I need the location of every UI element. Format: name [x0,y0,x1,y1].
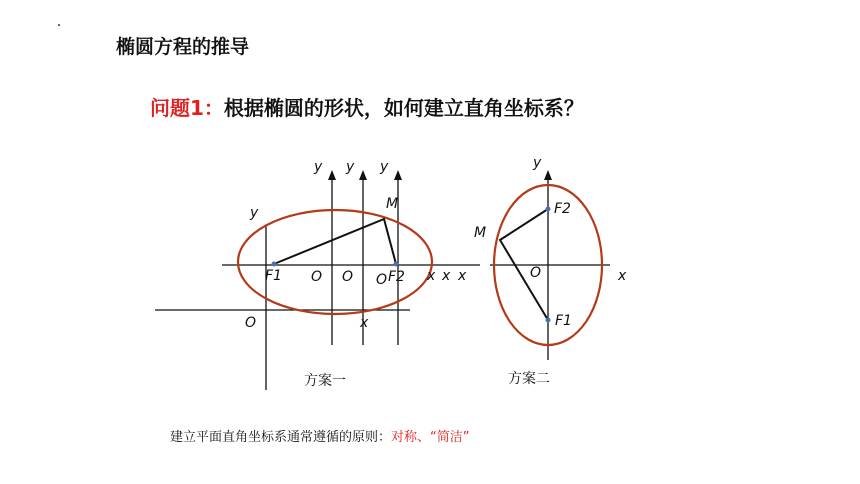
scheme1-f1-point [272,262,277,267]
scheme1-x-label-low: x [360,315,369,331]
question-text: 根据椭圆的形状，如何建立直角坐标系？ [223,96,584,120]
scheme2-m-label: M [474,225,487,241]
scheme1-o-label-b: O [342,269,354,285]
scheme1-y-label-a: y [314,159,323,175]
scheme1-y-label-left: y [250,205,259,221]
scheme1-o-label-a: O [311,269,323,285]
scheme1-x-label-b: x [442,268,451,284]
scheme2-o-label: O [530,265,542,281]
scheme2-f2-label: F2 [554,201,571,217]
scheme1-f2-point [394,262,399,267]
scheme2-arrowhead [544,170,552,180]
scheme1-arrowheads [328,170,402,180]
scheme2-f1-label: F1 [555,313,572,329]
scheme2-y-label: y [533,155,542,171]
scheme1-ellipse [238,210,432,314]
scheme1-y-label-b: y [346,159,355,175]
scheme1-o-label-low: O [245,315,257,331]
scheme2-axes [490,178,610,360]
scheme1-triangle [274,219,396,264]
principle-text: 建立平面直角坐标系通常遵循的原则： [170,430,392,445]
slide-title: 椭圆方程的推导 [116,36,250,58]
scheme1-x-label-c: x [458,268,467,284]
scheme1-o-label-c: O [376,272,388,288]
scheme2-x-label: x [618,268,627,284]
scheme1-y-label-c: y [380,159,389,175]
principle-highlight: 对称、“简洁” [391,430,470,445]
scheme1-m-label: M [386,196,399,212]
scheme1-x-label-a: x [427,268,436,284]
question-label: 问题1： [150,96,224,120]
scheme1-f2-label: F2 [388,269,405,285]
scheme1-f1-label: F1 [265,268,282,284]
principle-line [170,426,470,445]
scheme2-caption: 方案二 [508,371,550,387]
scheme2-f2-point [546,207,551,212]
scheme2-f1-point [546,318,551,323]
scheme1-caption: 方案一 [304,373,346,389]
